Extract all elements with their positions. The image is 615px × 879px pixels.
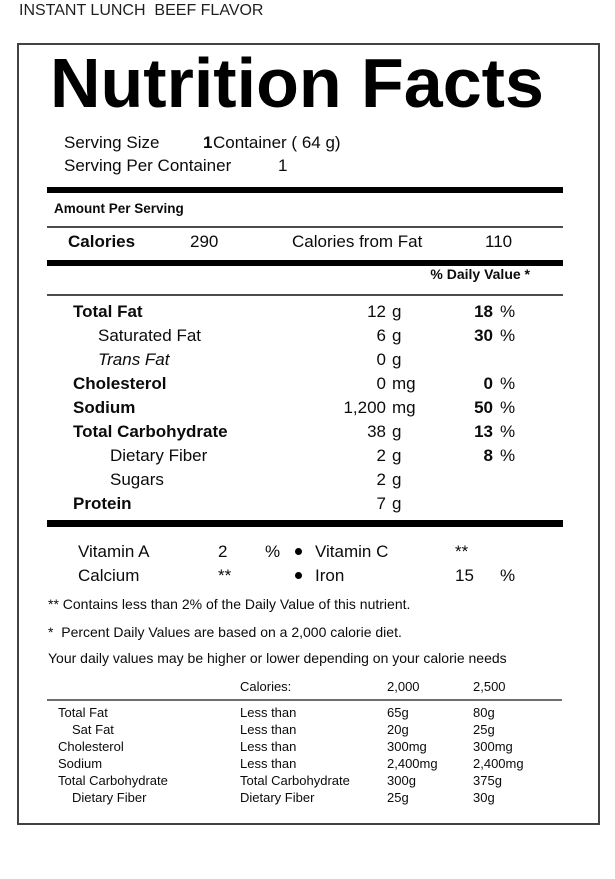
dv-table-nutrient: Total Carbohydrate bbox=[58, 773, 168, 788]
nutrient-name: Total Carbohydrate bbox=[73, 422, 228, 441]
dv-table-nutrient: Total Fat bbox=[58, 705, 108, 720]
dv-table-calories-label: Calories: bbox=[240, 679, 292, 694]
nutrient-name: Dietary Fiber bbox=[110, 446, 208, 465]
nutrient-amount: 38 bbox=[367, 422, 386, 441]
vitamin-name: Vitamin A bbox=[78, 542, 150, 561]
dv-table-qualifier: Less than bbox=[240, 739, 297, 754]
product-title: INSTANT LUNCH BEEF FLAVOR bbox=[19, 2, 264, 19]
nutrient-name: Sodium bbox=[73, 398, 136, 417]
dv-table-divider-line bbox=[47, 699, 562, 701]
vitamin-unit: % bbox=[500, 566, 516, 585]
dv-table-qualifier: Less than bbox=[240, 705, 297, 720]
nutrient-amount: 12 bbox=[367, 302, 386, 321]
nutrient-unit: g bbox=[392, 422, 402, 441]
nutrient-row-dietary-fiber bbox=[47, 444, 563, 468]
nutrient-row-protein bbox=[47, 492, 563, 516]
dv-table-nutrient: Sodium bbox=[58, 756, 103, 771]
dv-table-row-sodium bbox=[47, 755, 563, 772]
vitamin-value: 15 bbox=[455, 566, 474, 585]
nutrient-amount: 2 bbox=[376, 446, 386, 465]
nutrient-row-sugars bbox=[47, 468, 563, 492]
vitamin-unit: % bbox=[265, 542, 281, 561]
dv-table-row-total-carbohydrate bbox=[47, 772, 563, 789]
dv-table-header-row bbox=[47, 678, 563, 695]
footnote-contains-less: ** Contains less than 2% of the Daily Value of this nutrient. bbox=[48, 596, 411, 612]
calories-row bbox=[47, 230, 563, 254]
nutrient-unit: g bbox=[392, 446, 402, 465]
dv-table-row-total-fat bbox=[47, 704, 563, 721]
nutrient-row-cholesterol bbox=[47, 372, 563, 396]
nutrient-amount: 0 bbox=[376, 350, 386, 369]
dv-table-value-2000: 300g bbox=[387, 773, 416, 788]
serving-per-container-row bbox=[47, 154, 563, 178]
nutrient-unit: mg bbox=[392, 398, 416, 417]
dv-table-value-2000: 20g bbox=[387, 722, 409, 737]
nutrient-dv: 8 bbox=[483, 446, 493, 465]
dv-table-nutrient: Sat Fat bbox=[72, 722, 114, 737]
nutrient-name: Sugars bbox=[110, 470, 164, 489]
serving-size-row bbox=[47, 131, 563, 155]
nutrient-dv-unit: % bbox=[500, 302, 516, 321]
nutrient-dv: 30 bbox=[474, 326, 493, 345]
nutrient-unit: g bbox=[392, 302, 402, 321]
nutrient-unit: g bbox=[392, 326, 402, 345]
nutrient-row-saturated-fat bbox=[47, 324, 563, 348]
dv-table-value-2500: 2,400mg bbox=[473, 756, 524, 771]
vitamin-name: Iron bbox=[315, 566, 345, 585]
vitamin-row-calcium-iron bbox=[47, 564, 563, 588]
dv-table-row-dietary-fiber bbox=[47, 789, 563, 806]
nutrient-unit: g bbox=[392, 494, 402, 513]
dv-table-value-2500: 25g bbox=[473, 722, 495, 737]
dv-table-qualifier: Dietary Fiber bbox=[240, 790, 315, 805]
nutrient-dv: 50 bbox=[474, 398, 493, 417]
vitamin-name: Vitamin C bbox=[315, 542, 389, 561]
nutrient-name: Protein bbox=[73, 494, 132, 513]
calories-from-fat-value: 110 bbox=[485, 232, 513, 251]
dv-table-qualifier: Less than bbox=[240, 756, 297, 771]
dv-table-value-2000: 25g bbox=[387, 790, 409, 805]
divider-line-thin bbox=[47, 294, 563, 296]
nutrient-unit: g bbox=[392, 350, 402, 369]
dv-table-row-sat-fat bbox=[47, 721, 563, 738]
nutrient-name: Trans Fat bbox=[98, 350, 170, 369]
nutrient-row-sodium bbox=[47, 396, 563, 420]
dv-table-qualifier: Less than bbox=[240, 722, 297, 737]
calories-label: Calories bbox=[68, 232, 136, 251]
dv-table-value-2500: 80g bbox=[473, 705, 495, 720]
nutrient-dv-unit: % bbox=[500, 326, 516, 345]
nutrient-dv-unit: % bbox=[500, 398, 516, 417]
divider-line-thin bbox=[47, 226, 563, 228]
nutrient-amount: 7 bbox=[376, 494, 386, 513]
nutrient-name: Cholesterol bbox=[73, 374, 167, 393]
nutrient-dv: 18 bbox=[474, 302, 493, 321]
dv-table-col-2500: 2,500 bbox=[473, 679, 506, 694]
nutrient-unit: mg bbox=[392, 374, 416, 393]
nutrition-facts-title: Nutrition Facts bbox=[50, 44, 544, 122]
nutrient-name: Total Fat bbox=[73, 302, 143, 321]
calories-from-fat-label: Calories from Fat bbox=[292, 232, 423, 251]
dv-table-value-2000: 300mg bbox=[387, 739, 427, 754]
dv-table-col-2000: 2,000 bbox=[387, 679, 420, 694]
serving-size-qty: 1 bbox=[203, 133, 213, 152]
serving-per-container-label: Serving Per Container bbox=[64, 156, 232, 175]
vitamin-row-a-c bbox=[47, 540, 563, 564]
nutrient-amount: 1,200 bbox=[343, 398, 386, 417]
dv-table-row-cholesterol bbox=[47, 738, 563, 755]
dv-table-value-2000: 65g bbox=[387, 705, 409, 720]
footnote-daily-values: Your daily values may be higher or lower depending on your calorie needs bbox=[48, 650, 507, 666]
divider-bar-thick bbox=[47, 520, 563, 527]
serving-per-container-value: 1 bbox=[278, 156, 288, 175]
nutrient-row-total-fat bbox=[47, 300, 563, 324]
vitamin-value: 2 bbox=[218, 542, 228, 561]
nutrient-dv-unit: % bbox=[500, 422, 516, 441]
amount-per-serving-label: Amount Per Serving bbox=[54, 201, 184, 216]
dv-table-value-2500: 375g bbox=[473, 773, 502, 788]
vitamin-name: Calcium bbox=[78, 566, 140, 585]
vitamin-value: ** bbox=[455, 542, 469, 561]
nutrient-unit: g bbox=[392, 470, 402, 489]
dv-table-qualifier: Total Carbohydrate bbox=[240, 773, 350, 788]
dv-table-value-2500: 300mg bbox=[473, 739, 513, 754]
dv-table-nutrient: Dietary Fiber bbox=[72, 790, 147, 805]
nutrient-row-total-carbohydrate bbox=[47, 420, 563, 444]
bullet-icon bbox=[295, 572, 302, 579]
dv-table-value-2000: 2,400mg bbox=[387, 756, 438, 771]
nutrient-row-trans-fat bbox=[47, 348, 563, 372]
nutrient-dv-unit: % bbox=[500, 374, 516, 393]
nutrient-name: Saturated Fat bbox=[98, 326, 202, 345]
nutrient-dv: 13 bbox=[474, 422, 493, 441]
serving-size-value: Container ( 64 g) bbox=[213, 133, 341, 152]
nutrient-amount: 2 bbox=[376, 470, 386, 489]
bullet-icon bbox=[295, 548, 302, 555]
calories-value: 290 bbox=[190, 232, 219, 251]
divider-bar-thick bbox=[47, 187, 563, 193]
nutrient-dv: 0 bbox=[483, 374, 493, 393]
nutrient-amount: 0 bbox=[376, 374, 386, 393]
serving-size-label: Serving Size bbox=[64, 133, 160, 152]
dv-table-value-2500: 30g bbox=[473, 790, 495, 805]
daily-value-header: % Daily Value * bbox=[430, 266, 530, 282]
dv-table-nutrient: Cholesterol bbox=[58, 739, 124, 754]
nutrient-dv-unit: % bbox=[500, 446, 516, 465]
footnote-percent-dv: * Percent Daily Values are based on a 2,000 calorie diet. bbox=[48, 624, 402, 640]
nutrient-amount: 6 bbox=[376, 326, 386, 345]
vitamin-value: ** bbox=[218, 566, 232, 585]
